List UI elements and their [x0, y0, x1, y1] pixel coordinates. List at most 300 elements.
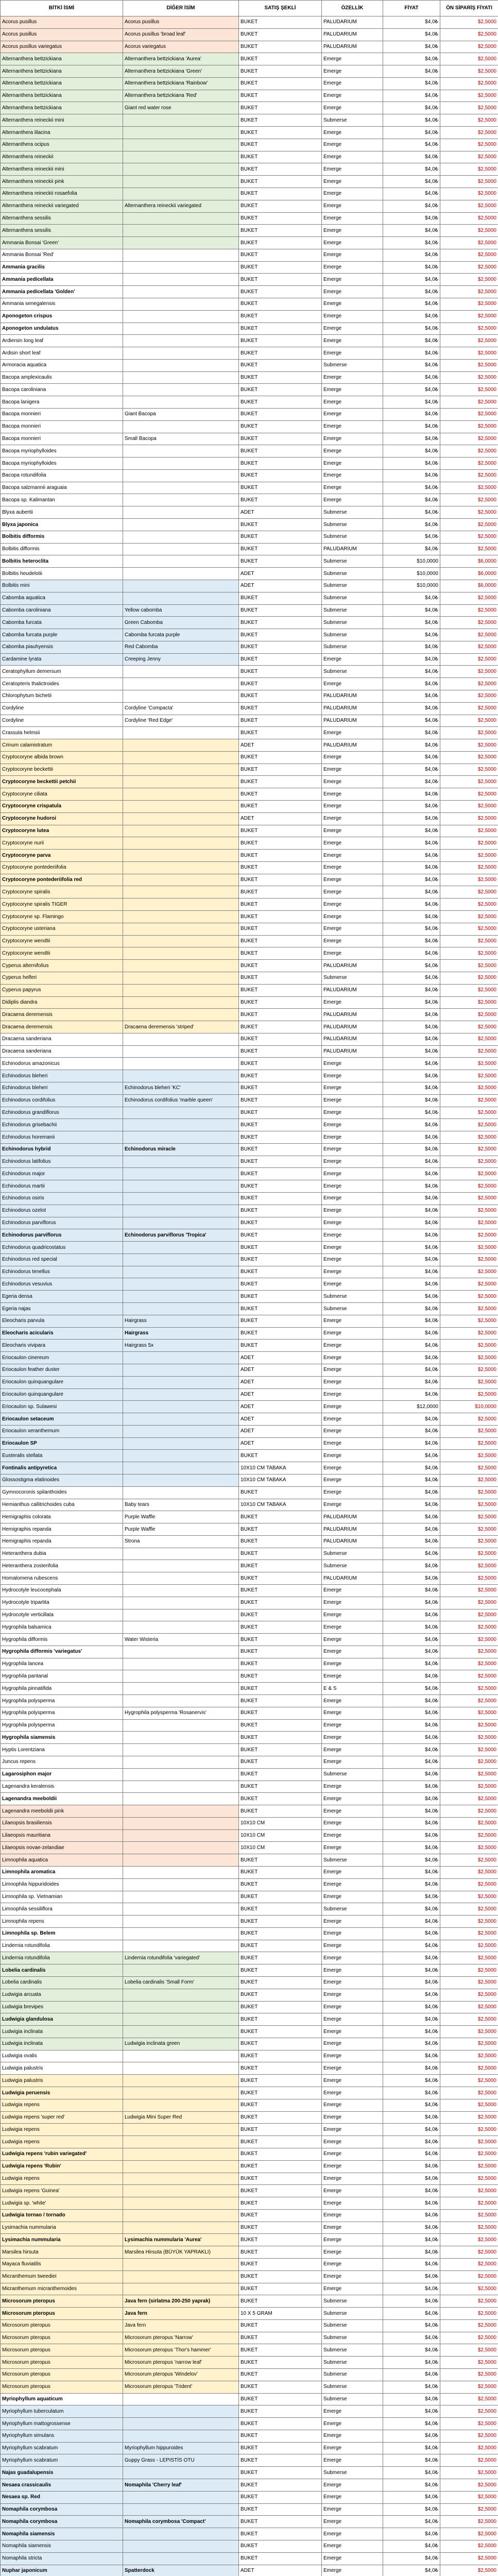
cell-satis-sekli: BUKET — [239, 1977, 322, 1989]
cell-on-siparis: $2,5000 — [440, 1732, 498, 1744]
cell-on-siparis: $2,5000 — [440, 102, 498, 114]
cell-satis-sekli: BUKET — [239, 1756, 322, 1768]
cell-on-siparis: $2,5000 — [440, 2295, 498, 2308]
table-row — [1, 2528, 498, 2540]
cell-fiyat: $4,0₺ — [383, 1253, 440, 1266]
cell-ozellik: Emerge — [322, 1658, 383, 1670]
cell-on-siparis: $2,5000 — [440, 53, 498, 65]
cell-satis-sekli: BUKET — [239, 1327, 322, 1340]
cell-satis-sekli: BUKET — [239, 1266, 322, 1278]
cell-ozellik: Emerge — [322, 2454, 383, 2467]
cell-on-siparis: $2,5000 — [440, 200, 498, 212]
table-row — [1, 935, 498, 947]
cell-on-siparis: $2,5000 — [440, 445, 498, 457]
cell-diger-isim — [123, 371, 239, 384]
cell-satis-sekli: BUKET — [239, 2222, 322, 2234]
cell-diger-isim — [123, 1927, 239, 1940]
cell-diger-isim: Nomaphila 'Cherry leaf' — [123, 2479, 239, 2492]
cell-diger-isim — [123, 1658, 239, 1670]
cell-bitki-adi: Hemigraphis colorata — [1, 1511, 123, 1523]
cell-bitki-adi: Ludwigia repens 'rubin variegated' — [1, 2148, 123, 2160]
cell-ozellik: Emerge — [322, 2111, 383, 2124]
cell-satis-sekli: BUKET — [239, 1548, 322, 1560]
cell-ozellik: Emerge — [322, 1964, 383, 1977]
cell-diger-isim — [123, 2075, 239, 2087]
cell-satis-sekli: BUKET — [239, 2270, 322, 2283]
cell-on-siparis: $2,5000 — [440, 996, 498, 1009]
cell-fiyat: $4,0₺ — [383, 543, 440, 555]
cell-fiyat: $4,0₺ — [383, 1340, 440, 1352]
cell-on-siparis: $2,5000 — [440, 764, 498, 776]
cell-on-siparis: $2,5000 — [440, 935, 498, 947]
cell-satis-sekli: BUKET — [239, 2185, 322, 2197]
cell-ozellik: Emerge — [322, 996, 383, 1009]
cell-bitki-adi: Cryptocoryne spiralis — [1, 886, 123, 899]
cell-satis-sekli: BUKET — [239, 2111, 322, 2124]
cell-diger-isim — [123, 139, 239, 151]
table-row — [1, 249, 498, 261]
cell-bitki-adi: Cryptocoryne albida brown — [1, 751, 123, 764]
table-row — [1, 506, 498, 519]
table-row — [1, 396, 498, 409]
cell-ozellik: Emerge — [322, 1805, 383, 1818]
cell-diger-isim — [123, 2062, 239, 2075]
cell-diger-isim — [123, 1916, 239, 1928]
table-row — [1, 212, 498, 225]
cell-bitki-adi: Ludwigia brevipes — [1, 2001, 123, 2013]
cell-satis-sekli: BUKET — [239, 1658, 322, 1670]
cell-diger-isim — [123, 580, 239, 592]
cell-ozellik: Emerge — [322, 1168, 383, 1180]
cell-diger-isim — [123, 519, 239, 531]
cell-ozellik: Emerge — [322, 445, 383, 457]
cell-diger-isim — [123, 1781, 239, 1793]
cell-ozellik: Submerse — [322, 555, 383, 568]
cell-diger-isim — [123, 1842, 239, 1854]
table-row — [1, 2160, 498, 2173]
cell-on-siparis: $2,5000 — [440, 1315, 498, 1327]
cell-on-siparis: $2,5000 — [440, 1156, 498, 1168]
cell-bitki-adi: Eriocaulon feather duster — [1, 1364, 123, 1376]
cell-diger-isim: Ludwigia inclinata green — [123, 2038, 239, 2050]
cell-ozellik: Emerge — [322, 850, 383, 862]
table-row — [1, 274, 498, 286]
cell-on-siparis: $2,5000 — [440, 2516, 498, 2528]
cell-satis-sekli: BUKET — [239, 41, 322, 53]
cell-fiyat: $4,0₺ — [383, 2062, 440, 2075]
cell-bitki-adi: Blyxa japonica — [1, 519, 123, 531]
cell-diger-isim — [123, 1646, 239, 1658]
cell-satis-sekli: BUKET — [239, 310, 322, 323]
cell-bitki-adi: Ludwigia arcuata — [1, 1989, 123, 2001]
table-row — [1, 127, 498, 139]
table-row — [1, 2234, 498, 2246]
cell-bitki-adi: Cordyline — [1, 715, 123, 727]
table-row — [1, 1756, 498, 1768]
cell-ozellik: Emerge — [322, 482, 383, 494]
table-row — [1, 457, 498, 470]
cell-bitki-adi: Ludwigia tornao / tornado — [1, 2209, 123, 2222]
cell-satis-sekli: BUKET — [239, 1156, 322, 1168]
cell-diger-isim — [123, 1425, 239, 1437]
table-row — [1, 1327, 498, 1340]
cell-ozellik: Submerse — [322, 359, 383, 371]
cell-satis-sekli: BUKET — [239, 1695, 322, 1707]
cell-on-siparis: $2,5000 — [440, 1634, 498, 1646]
cell-fiyat: $4,0₺ — [383, 286, 440, 298]
cell-ozellik: Emerge — [322, 2026, 383, 2038]
cell-fiyat: $4,0₺ — [383, 494, 440, 506]
table-row — [1, 1952, 498, 1964]
cell-bitki-adi: Alternanthera reineckii — [1, 151, 123, 163]
cell-ozellik: Emerge — [322, 2062, 383, 2075]
cell-diger-isim — [123, 1683, 239, 1695]
cell-fiyat: $4,0₺ — [383, 323, 440, 335]
cell-bitki-adi: Bacopa monnieri — [1, 409, 123, 421]
cell-ozellik: Emerge — [322, 347, 383, 360]
cell-diger-isim — [123, 506, 239, 519]
cell-ozellik: Emerge — [322, 2234, 383, 2246]
cell-ozellik: Emerge — [322, 727, 383, 739]
cell-ozellik: Emerge — [322, 2197, 383, 2210]
cell-bitki-adi: Najas guadalupensis — [1, 2467, 123, 2479]
cell-fiyat: $4,0₺ — [383, 212, 440, 225]
table-row — [1, 592, 498, 604]
cell-fiyat: $4,0₺ — [383, 1670, 440, 1683]
cell-satis-sekli: BUKET — [239, 1854, 322, 1867]
cell-bitki-adi: Alternanthera reineckii mini — [1, 114, 123, 127]
table-row — [1, 1695, 498, 1707]
cell-on-siparis: $2,5000 — [440, 886, 498, 899]
cell-satis-sekli: BUKET — [239, 984, 322, 996]
cell-on-siparis: $2,5000 — [440, 2173, 498, 2185]
table-row — [1, 972, 498, 984]
cell-diger-isim — [123, 1474, 239, 1486]
cell-ozellik: Emerge — [322, 1670, 383, 1683]
cell-diger-isim — [123, 1217, 239, 1229]
cell-diger-isim — [123, 1388, 239, 1401]
cell-bitki-adi: Dracaena deremensis — [1, 1009, 123, 1021]
cell-satis-sekli: BUKET — [239, 2026, 322, 2038]
cell-ozellik: Submerse — [322, 1303, 383, 1315]
cell-bitki-adi: Ludwigia ovalis — [1, 2050, 123, 2062]
cell-on-siparis: $2,5000 — [440, 274, 498, 286]
table-row — [1, 702, 498, 715]
cell-satis-sekli: BUKET — [239, 1891, 322, 1903]
cell-fiyat: $4,0₺ — [383, 1315, 440, 1327]
cell-satis-sekli: BUKET — [239, 1107, 322, 1119]
cell-satis-sekli: BUKET — [239, 801, 322, 813]
cell-fiyat: $4,0₺ — [383, 1242, 440, 1254]
cell-fiyat: $4,0₺ — [383, 1719, 440, 1732]
cell-fiyat: $4,0₺ — [383, 237, 440, 249]
cell-fiyat: $4,0₺ — [383, 2479, 440, 2492]
cell-satis-sekli: BUKET — [239, 2491, 322, 2503]
cell-fiyat: $4,0₺ — [383, 996, 440, 1009]
cell-fiyat: $4,0₺ — [383, 1131, 440, 1144]
cell-fiyat: $4,0₺ — [383, 188, 440, 200]
cell-satis-sekli: BUKET — [239, 592, 322, 604]
cell-satis-sekli: BUKET — [239, 420, 322, 433]
cell-bitki-adi: Alternanthera bettzickiana — [1, 65, 123, 78]
table-row — [1, 2565, 498, 2576]
table-row — [1, 347, 498, 360]
cell-satis-sekli: BUKET — [239, 1229, 322, 1242]
table-row — [1, 371, 498, 384]
cell-bitki-adi: Glossostigma elatinoides — [1, 1474, 123, 1486]
cell-diger-isim: Microsorum pteropus 'Narrow' — [123, 2332, 239, 2344]
cell-ozellik: Emerge — [322, 1450, 383, 1462]
cell-on-siparis: $2,5000 — [440, 1499, 498, 1511]
cell-diger-isim — [123, 335, 239, 347]
cell-bitki-adi: Cryptocoryne spiralis TIGER — [1, 899, 123, 911]
cell-fiyat: $4,0₺ — [383, 1266, 440, 1278]
cell-diger-isim — [123, 2405, 239, 2418]
cell-ozellik: Emerge — [322, 1474, 383, 1486]
table-row — [1, 2062, 498, 2075]
cell-ozellik: PALUDARIUM — [322, 1021, 383, 1033]
cell-ozellik: Emerge — [322, 2442, 383, 2454]
cell-on-siparis: $6,0000 — [440, 580, 498, 592]
cell-diger-isim — [123, 690, 239, 702]
cell-bitki-adi: Cabomba piauhyensis — [1, 641, 123, 653]
cell-fiyat: $4,0₺ — [383, 690, 440, 702]
table-row — [1, 996, 498, 1009]
table-row — [1, 886, 498, 899]
cell-diger-isim: Java fern — [123, 2319, 239, 2332]
cell-bitki-adi: Eriocaulon xeranthemum — [1, 1425, 123, 1437]
cell-satis-sekli: BUKET — [239, 2503, 322, 2516]
cell-ozellik: Submerse — [322, 641, 383, 653]
cell-diger-isim — [123, 1866, 239, 1878]
cell-bitki-adi: Hygrophila difformis — [1, 1634, 123, 1646]
table-row — [1, 837, 498, 850]
cell-satis-sekli: BUKET — [239, 1964, 322, 1977]
table-row — [1, 1707, 498, 1719]
cell-diger-isim — [123, 2026, 239, 2038]
cell-ozellik: Emerge — [322, 861, 383, 874]
cell-on-siparis: $2,5000 — [440, 899, 498, 911]
cell-diger-isim: Microsorum pteropus 'narrow leaf' — [123, 2357, 239, 2369]
cell-bitki-adi: Armoracia aquatica — [1, 359, 123, 371]
cell-fiyat: $4,0₺ — [383, 1952, 440, 1964]
cell-fiyat: $4,0₺ — [383, 114, 440, 127]
table-row — [1, 715, 498, 727]
cell-bitki-adi: Cryptocoryne nurii — [1, 837, 123, 850]
cell-bitki-adi: Echinodorus osiris — [1, 1193, 123, 1205]
cell-satis-sekli: BUKET — [239, 1205, 322, 1217]
cell-bitki-adi: Echinodorus ozelot — [1, 1205, 123, 1217]
cell-fiyat: $4,0₺ — [383, 1707, 440, 1719]
table-row — [1, 1940, 498, 1952]
cell-bitki-adi: Microsorum pteropus — [1, 2308, 123, 2320]
cell-diger-isim — [123, 274, 239, 286]
table-row — [1, 788, 498, 801]
cell-diger-isim — [123, 2087, 239, 2099]
table-row — [1, 2173, 498, 2185]
cell-diger-isim: Hygrophila polysperma 'Rosanervis' — [123, 1707, 239, 1719]
cell-bitki-adi: Echinodorus parviflorus — [1, 1217, 123, 1229]
cell-diger-isim — [123, 1278, 239, 1291]
cell-fiyat: $4,0₺ — [383, 445, 440, 457]
table-row — [1, 1903, 498, 1916]
cell-bitki-adi: Alternanthera reineckii mini — [1, 163, 123, 176]
cell-satis-sekli: BUKET — [239, 1340, 322, 1352]
table-row — [1, 1242, 498, 1254]
cell-ozellik: Emerge — [322, 457, 383, 470]
cell-satis-sekli: BUKET — [239, 2369, 322, 2381]
table-row — [1, 2516, 498, 2528]
cell-on-siparis: $2,5000 — [440, 1376, 498, 1388]
cell-diger-isim — [123, 1756, 239, 1768]
cell-fiyat: $4,0₺ — [383, 1634, 440, 1646]
table-row — [1, 801, 498, 813]
table-row — [1, 1474, 498, 1486]
cell-satis-sekli: BUKET — [239, 2454, 322, 2467]
cell-satis-sekli: BUKET — [239, 1952, 322, 1964]
cell-diger-isim — [123, 2503, 239, 2516]
cell-satis-sekli: BUKET — [239, 1927, 322, 1940]
cell-ozellik: Emerge — [322, 1156, 383, 1168]
cell-diger-isim — [123, 1242, 239, 1254]
cell-on-siparis: $2,5000 — [440, 2565, 498, 2576]
cell-diger-isim — [123, 555, 239, 568]
cell-on-siparis: $2,5000 — [440, 127, 498, 139]
cell-bitki-adi: Ammania pedicellata — [1, 274, 123, 286]
cell-on-siparis: $2,5000 — [440, 543, 498, 555]
cell-fiyat: $4,0₺ — [383, 531, 440, 543]
table-row — [1, 310, 498, 323]
cell-satis-sekli: BUKET — [239, 1450, 322, 1462]
cell-satis-sekli: ADET — [239, 1401, 322, 1413]
cell-bitki-adi: Myriophyllum scabratum — [1, 2454, 123, 2467]
cell-fiyat: $4,0₺ — [383, 1695, 440, 1707]
cell-bitki-adi: Heteranthera zosterifolia — [1, 1560, 123, 1572]
col-header-on-siparis: ÖN SİPARİŞ FİYATI — [440, 1, 498, 16]
cell-ozellik: Emerge — [322, 1376, 383, 1388]
cell-bitki-adi: Microsorum pteropus — [1, 2357, 123, 2369]
cell-fiyat: $4,0₺ — [383, 947, 440, 960]
cell-on-siparis: $2,5000 — [440, 1829, 498, 1842]
cell-satis-sekli: BUKET — [239, 1168, 322, 1180]
cell-ozellik: Emerge — [322, 1744, 383, 1756]
table-row — [1, 1793, 498, 1805]
cell-on-siparis: $2,5000 — [440, 911, 498, 923]
cell-bitki-adi: Ludwigia repens 'super red' — [1, 2111, 123, 2124]
cell-diger-isim — [123, 751, 239, 764]
cell-bitki-adi: Limnophila aquatica — [1, 1854, 123, 1867]
cell-on-siparis: $2,5000 — [440, 972, 498, 984]
cell-ozellik: Emerge — [322, 1437, 383, 1450]
table-row — [1, 666, 498, 678]
cell-ozellik: PALUDARIUM — [322, 1009, 383, 1021]
cell-on-siparis: $2,5000 — [440, 947, 498, 960]
table-row — [1, 384, 498, 396]
cell-on-siparis: $2,5000 — [440, 1964, 498, 1977]
cell-bitki-adi: Bacopa rotundifolia — [1, 469, 123, 482]
cell-fiyat: $4,0₺ — [383, 2038, 440, 2050]
cell-diger-isim: Cabomba furcata purple — [123, 629, 239, 641]
cell-on-siparis: $2,5000 — [440, 1756, 498, 1768]
cell-satis-sekli: 10X10 CM — [239, 1842, 322, 1854]
cell-fiyat: $4,0₺ — [383, 482, 440, 494]
cell-satis-sekli: BUKET — [239, 2234, 322, 2246]
cell-ozellik: Submerse — [322, 568, 383, 580]
cell-fiyat: $4,0₺ — [383, 298, 440, 310]
cell-satis-sekli: BUKET — [239, 1916, 322, 1928]
table-row — [1, 2479, 498, 2492]
cell-ozellik: Emerge — [322, 1499, 383, 1511]
table-row — [1, 77, 498, 90]
cell-ozellik: Emerge — [322, 176, 383, 188]
cell-fiyat: $4,0₺ — [383, 1217, 440, 1229]
cell-bitki-adi: Eleocharis vivipara — [1, 1340, 123, 1352]
cell-diger-isim — [123, 2258, 239, 2270]
cell-ozellik: Submerse — [322, 2332, 383, 2344]
cell-on-siparis: $2,5000 — [440, 2344, 498, 2357]
table-row — [1, 1499, 498, 1511]
cell-bitki-adi: Ammania Bonsai 'Green' — [1, 237, 123, 249]
cell-fiyat: $4,0₺ — [383, 77, 440, 90]
cell-bitki-adi: Cyperus papyrus — [1, 984, 123, 996]
table-row — [1, 604, 498, 617]
cell-on-siparis: $2,5000 — [440, 2503, 498, 2516]
cell-diger-isim — [123, 1572, 239, 1585]
cell-bitki-adi: Bolbitis mini — [1, 580, 123, 592]
cell-satis-sekli: BUKET — [239, 1217, 322, 1229]
cell-bitki-adi: Echinodorus vesuvius — [1, 1278, 123, 1291]
cell-on-siparis: $2,5000 — [440, 77, 498, 90]
col-header-ozellik: ÖZELLİK — [322, 1, 383, 16]
cell-ozellik: Submerse — [322, 2344, 383, 2357]
cell-satis-sekli: BUKET — [239, 629, 322, 641]
cell-on-siparis: $2,5000 — [440, 2381, 498, 2393]
cell-on-siparis: $2,5000 — [440, 1927, 498, 1940]
cell-diger-isim: Echinodorus bleheri 'KC' — [123, 1082, 239, 1094]
cell-on-siparis: $2,5000 — [440, 592, 498, 604]
cell-ozellik: Submerse — [322, 2393, 383, 2405]
cell-fiyat: $10,0000 — [383, 555, 440, 568]
cell-satis-sekli: BUKET — [239, 2442, 322, 2454]
cell-satis-sekli: BUKET — [239, 2357, 322, 2369]
cell-fiyat: $4,0₺ — [383, 1817, 440, 1829]
cell-fiyat: $4,0₺ — [383, 2209, 440, 2222]
cell-fiyat: $4,0₺ — [383, 409, 440, 421]
table-row — [1, 1143, 498, 1156]
cell-diger-isim — [123, 788, 239, 801]
cell-fiyat: $4,0₺ — [383, 1352, 440, 1364]
cell-fiyat: $4,0₺ — [383, 1474, 440, 1486]
cell-fiyat: $4,0₺ — [383, 1291, 440, 1303]
cell-diger-isim: Java fern (sirlatma 200-250 yaprak) — [123, 2295, 239, 2308]
cell-ozellik: Emerge — [322, 2136, 383, 2148]
table-row — [1, 2038, 498, 2050]
cell-bitki-adi: Dracaena sanderiana — [1, 1045, 123, 1058]
table-row — [1, 2050, 498, 2062]
cell-satis-sekli: BUKET — [239, 617, 322, 629]
cell-ozellik: Emerge — [322, 2013, 383, 2026]
table-row — [1, 2197, 498, 2210]
cell-satis-sekli: BUKET — [239, 28, 322, 41]
cell-bitki-adi: Alternanthera reineckii rosaefolia — [1, 188, 123, 200]
table-row — [1, 1829, 498, 1842]
cell-diger-isim — [123, 2124, 239, 2136]
table-row — [1, 1768, 498, 1781]
cell-on-siparis: $2,5000 — [440, 225, 498, 237]
cell-diger-isim — [123, 347, 239, 360]
cell-on-siparis: $2,5000 — [440, 2258, 498, 2270]
cell-diger-isim — [123, 420, 239, 433]
